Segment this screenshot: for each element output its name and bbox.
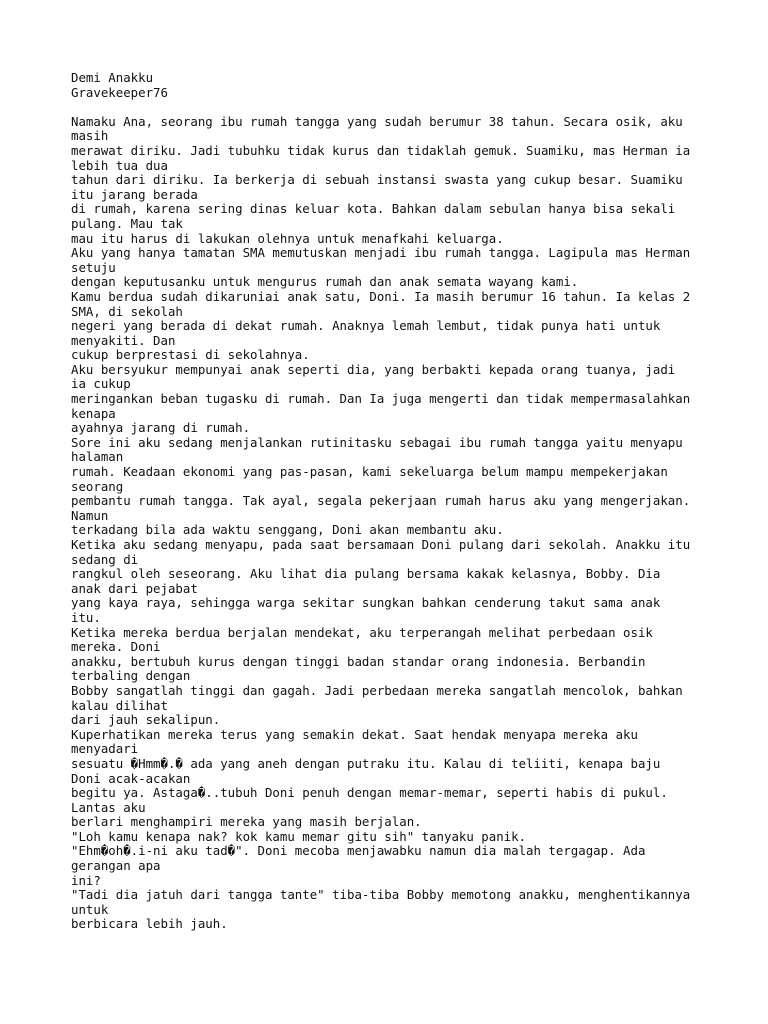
- text-line: sesuatu �Hmm�.� ada yang aneh dengan putraku itu. Kalau di teliiti, kenapa baju: [71, 755, 661, 771]
- text-line: Aku yang hanya tamatan SMA memutuskan menjadi ibu rumah tangga. Lagipula mas Herman: [71, 245, 691, 261]
- text-line: rumah. Keadaan ekonomi yang pas-pasan, kami sekeluarga belum mampu mempekerjakan: [71, 464, 668, 480]
- text-line: meringankan beban tugasku di rumah. Dan Ia juga mengerti dan tidak mempermasalahkan: [71, 391, 691, 407]
- text-line: seorang: [71, 478, 124, 494]
- text-line: anak dari pejabat: [71, 580, 198, 596]
- text-line: berbicara lebih jauh.: [71, 916, 228, 932]
- text-line: lebih tua dua: [71, 157, 168, 173]
- text-line: anakku, bertubuh kurus dengan tinggi badan standar orang indonesia. Berbandin: [71, 653, 646, 669]
- text-line: untuk: [71, 901, 109, 917]
- text-line: pulang. Mau tak: [71, 215, 183, 231]
- text-line: kalau dilihat: [71, 697, 168, 713]
- text-line: "Tadi dia jatuh dari tangga tante" tiba-tiba Bobby memotong anakku, menghentikannya: [71, 887, 691, 903]
- text-line: Kamu berdua sudah dikaruniai anak satu, Doni. Ia masih berumur 16 tahun. Ia kelas 2: [71, 288, 691, 304]
- text-line: mau itu harus di lakukan olehnya untuk menafkahi keluarga.: [71, 230, 504, 246]
- text-line: sedang di: [71, 551, 139, 567]
- text-line: negeri yang berada di dekat rumah. Anaknya lemah lembut, tidak punya hati untuk: [71, 318, 661, 334]
- document-author: Gravekeeper76: [71, 84, 168, 100]
- text-line: Lantas aku: [71, 799, 146, 815]
- text-line: ini?: [71, 872, 101, 888]
- text-line: terbaling dengan: [71, 668, 191, 684]
- text-line: SMA, di sekolah: [71, 303, 183, 319]
- text-line: gerangan apa: [71, 858, 161, 874]
- text-line: dari jauh sekalipun.: [71, 712, 221, 728]
- blank-line: [71, 100, 731, 115]
- text-line: Bobby sangatlah tinggi dan gagah. Jadi perbedaan mereka sangatlah mencolok, bahkan: [71, 682, 683, 698]
- text-line: terkadang bila ada waktu senggang, Doni akan membantu aku.: [71, 522, 504, 538]
- text-line: Namaku Ana, seorang ibu rumah tangga yang sudah berumur 38 tahun. Secara osik, aku: [71, 113, 683, 129]
- text-line: Ketika aku sedang menyapu, pada saat bersamaan Doni pulang dari sekolah. Anakku itu: [71, 537, 691, 552]
- text-line: cukup berprestasi di sekolahnya.: [71, 347, 310, 363]
- text-line: dengan keputusanku untuk mengurus rumah dan anak semata wayang kami.: [71, 274, 579, 290]
- text-line: yang kaya raya, sehingga warga sekitar sungkan bahkan cenderung takut sama anak: [71, 595, 661, 611]
- text-line: "Loh kamu kenapa nak? kok kamu memar gitu sih" tanyaku panik.: [71, 828, 527, 844]
- text-line: kenapa: [71, 405, 116, 421]
- text-line: berlari menghampiri mereka yang masih berjalan.: [71, 814, 422, 830]
- text-line: pembantu rumah tangga. Tak ayal, segala pekerjaan rumah harus aku yang mengerjakan.: [71, 493, 691, 509]
- text-line: itu jarang berada: [71, 186, 198, 202]
- text-line: ayahnya jarang di rumah.: [71, 420, 251, 436]
- text-line: begitu ya. Astaga�..tubuh Doni penuh dengan memar-memar, seperti habis di pukul.: [71, 785, 668, 801]
- text-line: Sore ini aku sedang menjalankan rutinitasku sebagai ibu rumah tangga yaitu menyapu: [71, 434, 683, 450]
- text-line: Kuperhatikan mereka terus yang semakin dekat. Saat hendak menyapa mereka aku: [71, 726, 638, 742]
- text-line: halaman: [71, 449, 124, 465]
- text-line: tahun dari diriku. Ia berkerja di sebuah instansi swasta yang cukup besar. Suamiku: [71, 172, 683, 188]
- text-line: setuju: [71, 259, 116, 275]
- text-line: merawat diriku. Jadi tubuhku tidak kurus dan tidaklah gemuk. Suamiku, mas Herman ia: [71, 142, 691, 158]
- text-line: Aku bersyukur mempunyai anak seperti dia, yang berbakti kepada orang tuanya, jadi: [71, 361, 676, 377]
- document-page: [71, 71, 731, 932]
- document-title: Demi Anakku: [71, 70, 154, 85]
- text-line: ia cukup: [71, 376, 131, 392]
- text-line: Ketika mereka berdua berjalan mendekat, aku terperangah melihat perbedaan osik: [71, 624, 653, 640]
- text-line: rangkul oleh seseorang. Aku lihat dia pulang bersama kakak kelasnya, Bobby. Dia: [71, 566, 661, 582]
- text-line: Doni acak-acakan: [71, 770, 191, 786]
- text-line: menyadari: [71, 741, 139, 757]
- text-line: menyakiti. Dan: [71, 332, 176, 348]
- text-line: mereka. Doni: [71, 639, 161, 655]
- text-line: "Ehm�oh�.i-ni aku tad�". Doni mecoba menjawabku namun dia malah tergagap. Ada: [71, 843, 646, 859]
- text-line: itu.: [71, 609, 101, 625]
- text-line: masih: [71, 128, 109, 144]
- text-line: di rumah, karena sering dinas keluar kota. Bahkan dalam sebulan hanya bisa sekali: [71, 201, 676, 217]
- document-body: [71, 115, 731, 932]
- text-line: Namun: [71, 507, 109, 523]
